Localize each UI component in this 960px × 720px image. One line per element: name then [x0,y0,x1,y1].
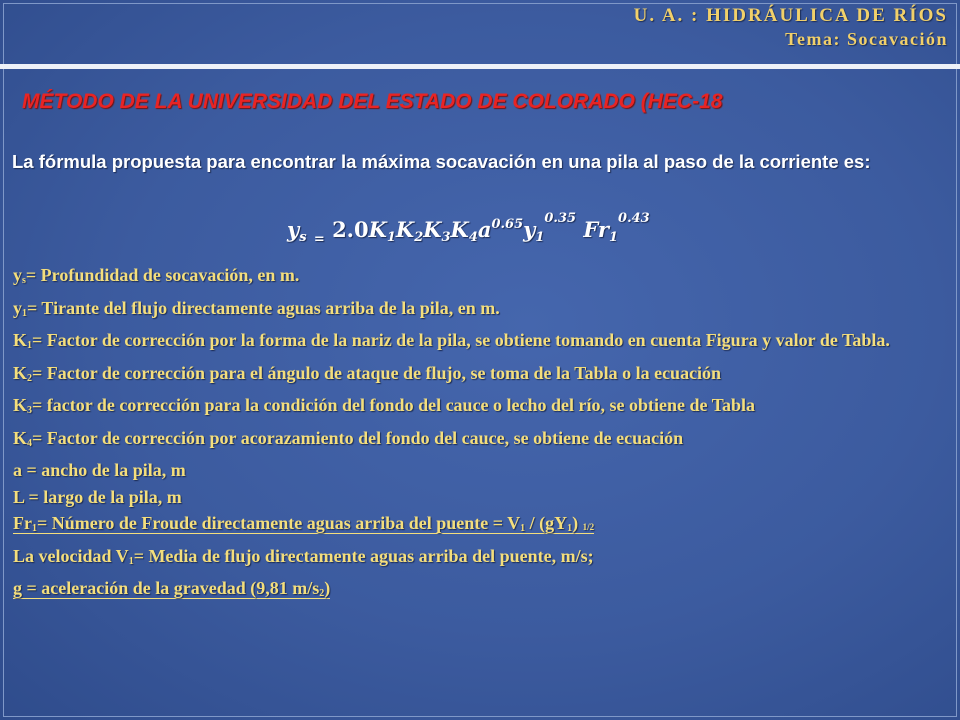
formula-fr-exp: 0.43 [618,211,650,226]
def-fr-y-sub: 1 [567,523,573,534]
def-ys-sub: s [22,275,26,286]
header-divider [0,64,960,69]
slide-title: MÉTODO DE LA UNIVERSIDAD DEL ESTADO DE COLORADO (HEC-18 [22,90,723,113]
def-ys [13,262,943,295]
def-k4-sub: 4 [27,437,33,449]
formula-k2: K [395,217,415,242]
scour-formula [287,211,650,247]
def-y1-text: = Tirante del flujo directamente aguas arriba de la pila, en m. [27,297,500,318]
formula-k3-sub: 3 [441,230,451,245]
def-fr-v-sub: 1 [520,523,526,534]
formula-y1-sub: 1 [535,230,545,245]
def-k3 [13,392,943,425]
formula-ys-sub: s [299,230,307,245]
def-k4 [13,425,943,458]
definitions-list [13,262,943,608]
formula-k4-sub: 4 [468,230,478,245]
formula-ys: y [287,217,300,242]
def-k1-sym: K [13,330,28,350]
def-k2-sym: K [13,362,28,383]
topic-title: Tema: Socavación [785,29,948,49]
def-k1 [13,327,943,360]
formula-k1-sub: 1 [386,230,396,245]
formula-k1: K [368,217,387,242]
def-y1-sym: y [13,297,22,318]
formula-fr: Fr [583,217,609,242]
def-fr [13,510,943,543]
def-fr-text: = Número de Froude directamente aguas arriba del puente = V [36,513,521,533]
def-k4-text: = Factor de corrección por acorazamiento del fondo del cauce, se obtiene de ecuación [32,427,684,448]
def-vel-text: = Media de flujo directamente aguas arriba del puente, m/s; [133,545,594,566]
formula-a-exp: 0.65 [491,217,524,232]
intro-text: La fórmula propuesta para encontrar la máxima socavación en una pila al paso de la corriente es: [12,151,871,172]
def-k3-sym: K [13,395,28,415]
def-g-sub: 2 [319,588,325,599]
def-fr-mid: / (gY [525,513,568,533]
def-vel-sub: 1 [128,555,134,567]
def-g-close: ) [324,578,331,598]
def-a-text: a = ancho de la pila, m [13,460,186,480]
formula-k4: K [450,217,469,242]
def-vel-pre: La velocidad V [13,545,129,566]
formula-y1: y [523,217,536,242]
def-y1-sub: 1 [22,307,27,319]
def-k3-text: = factor de corrección para la condición del fondo del cauce o lecho del río, se obtiene de Tabla [32,395,756,415]
def-k1-text: = Factor de corrección por la forma de la nariz de la pila, se obtiene tomando en cuenta Figura y valor de Tabla. [32,330,890,350]
def-l [13,484,943,511]
def-vel [13,543,943,576]
def-k4-sym: K [13,427,28,448]
course-title: U. A. : HIDRÁULICA DE RÍOS [633,5,948,26]
def-g-text: g = aceleración de la gravedad (9,81 m/s [13,578,320,598]
formula-k3: K [423,217,442,242]
formula-y1-exp: 0.35 [544,211,577,226]
def-a [13,457,943,484]
formula-a: a [477,217,492,242]
formula-k2-sub: 2 [414,230,424,245]
def-ys-sym: y [13,265,22,285]
formula-fr-sub: 1 [608,230,619,245]
formula-equals: = [313,232,325,247]
def-ys-text: = Profundidad de socavación, en m. [25,265,300,285]
def-k3-sub: 3 [27,405,33,416]
def-fr-close: ) [572,513,583,533]
def-y1 [13,295,943,328]
slide-header [634,4,948,50]
def-k1-sub: 1 [27,340,33,351]
def-fr-sub: 1 [31,523,37,534]
def-k2 [13,360,943,393]
def-k2-sub: 2 [27,372,33,384]
def-g [13,575,943,608]
formula-coef: 2.0 [332,217,369,242]
def-fr-sym: Fr [13,513,32,533]
def-l-text: L = largo de la pila, m [13,486,182,507]
def-fr-exp: 1/2 [582,522,595,532]
def-k2-text: = Factor de corrección para el ángulo de ataque de flujo, se toma de la Tabla o la ecuación [32,362,722,383]
